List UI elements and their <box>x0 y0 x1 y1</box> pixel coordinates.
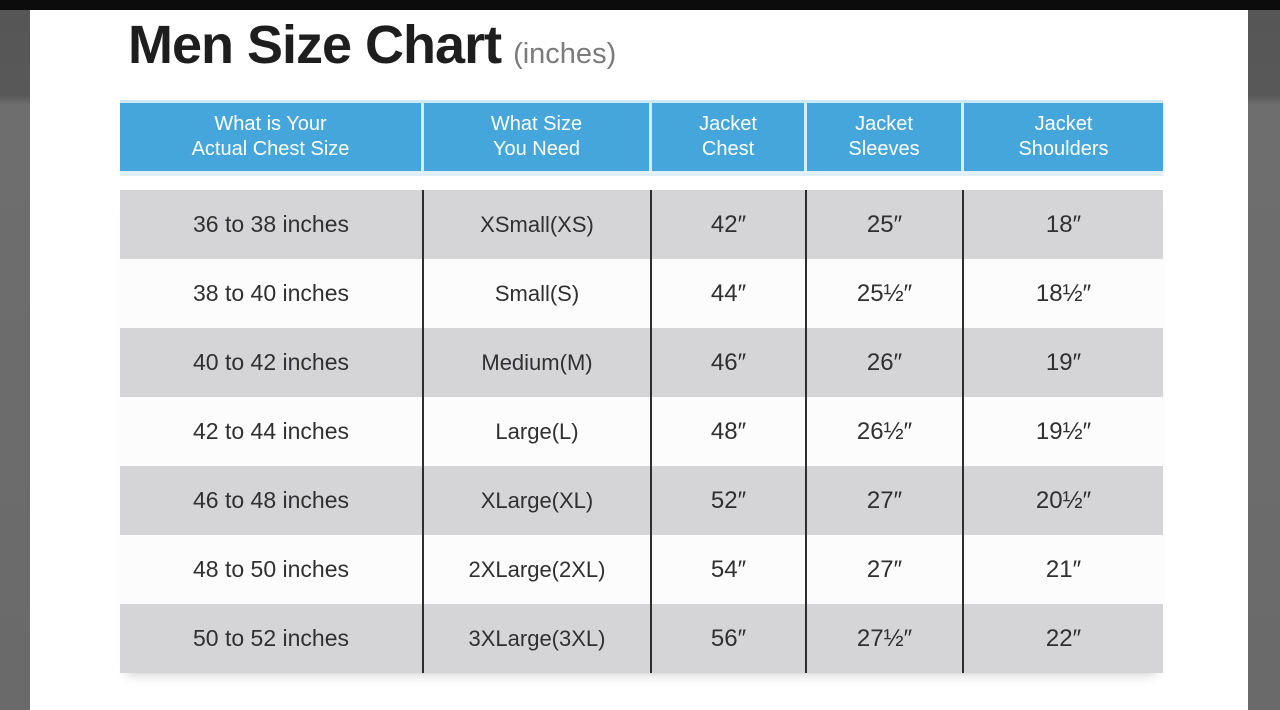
column-header-line: Sleeves <box>848 138 920 160</box>
table-cell: 27″ <box>807 535 964 604</box>
table-cell: 27½″ <box>807 604 964 673</box>
table-cell: 42″ <box>652 190 807 259</box>
column-header-3 <box>807 103 964 171</box>
table-cell: 18″ <box>1045 210 1082 238</box>
page-title-group <box>128 16 616 74</box>
table-cell: 22″ <box>1045 624 1082 652</box>
table-cell: 26″ <box>807 328 964 397</box>
column-header-4 <box>964 103 1163 171</box>
column-header-line: What Size <box>490 113 583 135</box>
table-cell: Small(S) <box>424 259 652 328</box>
table-row <box>120 328 1163 397</box>
table-row <box>120 397 1163 466</box>
table-row <box>120 466 1163 535</box>
table-row <box>120 535 1163 604</box>
table-cell: Medium(M) <box>424 328 652 397</box>
table-cell: 40 to 42 inches <box>120 328 424 397</box>
table-cell: 3XLarge(3XL) <box>424 604 652 673</box>
column-header-line: Chest <box>701 138 755 160</box>
table-cell: 52″ <box>652 466 807 535</box>
column-header-line: What is Your <box>214 113 327 135</box>
table-cell: 42 to 44 inches <box>120 397 424 466</box>
table-row <box>120 259 1163 328</box>
right-letterbox-bar <box>1248 10 1280 710</box>
table-cell: 56″ <box>652 604 807 673</box>
table-cell: 19″ <box>1045 348 1082 376</box>
column-header-1 <box>424 103 652 171</box>
table-cell: Large(L) <box>424 397 652 466</box>
table-cell: 26½″ <box>807 397 964 466</box>
table-cell: 19½″ <box>1035 417 1092 445</box>
table-cell: 27″ <box>807 466 964 535</box>
table-cell: 21″ <box>1045 555 1082 583</box>
column-header-line: Jacket <box>1034 113 1093 135</box>
table-cell: 46 to 48 inches <box>120 466 424 535</box>
column-header-line: Actual Chest Size <box>191 138 350 160</box>
table-cell: 44″ <box>652 259 807 328</box>
table-cell: 25″ <box>807 190 964 259</box>
top-letterbox-bar <box>0 0 1280 10</box>
table-cell: 36 to 38 inches <box>120 190 424 259</box>
column-header-line: Jacket <box>855 113 913 135</box>
table-cell: 48″ <box>652 397 807 466</box>
table-cell: XLarge(XL) <box>424 466 652 535</box>
table-cell: 38 to 40 inches <box>120 259 424 328</box>
table-cell: 48 to 50 inches <box>120 535 424 604</box>
column-header-2 <box>652 103 807 171</box>
table-cell: 20½″ <box>1035 486 1092 514</box>
table-row <box>120 604 1163 673</box>
table-cell: 2XLarge(2XL) <box>424 535 652 604</box>
table-body <box>120 190 1163 673</box>
column-header-line: Shoulders <box>1018 138 1109 160</box>
column-header-line: Jacket <box>699 113 757 135</box>
left-letterbox-bar <box>0 10 30 710</box>
table-cell: 50 to 52 inches <box>120 604 424 673</box>
column-header-line: You Need <box>492 138 581 160</box>
table-row <box>120 190 1163 259</box>
table-cell: 46″ <box>652 328 807 397</box>
table-cell: XSmall(XS) <box>424 190 652 259</box>
page-title-units: (inches) <box>513 38 617 70</box>
column-header-0 <box>120 103 424 171</box>
table-cell: 25½″ <box>807 259 964 328</box>
table-header <box>120 100 1163 176</box>
table-cell: 18½″ <box>1035 279 1092 307</box>
page-title: Men Size Chart <box>128 15 502 75</box>
table-cell: 54″ <box>652 535 807 604</box>
